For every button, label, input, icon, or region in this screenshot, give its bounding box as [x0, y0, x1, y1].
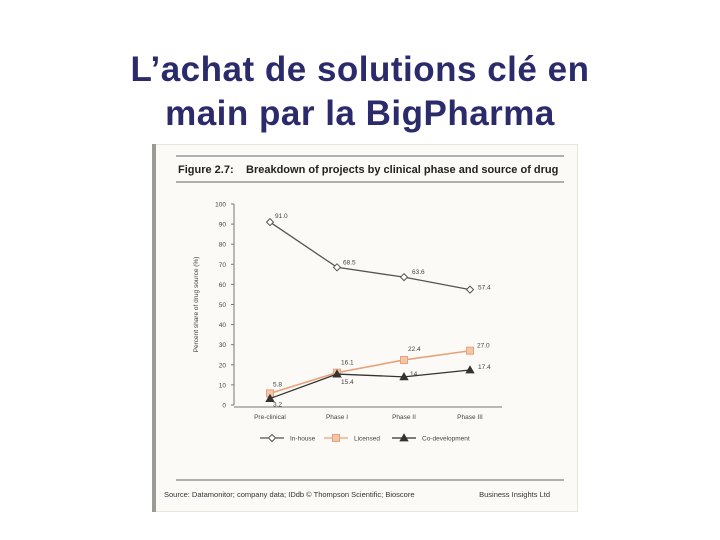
y-tick-label: 60 [218, 281, 226, 289]
y-tick-label: 50 [218, 302, 226, 309]
y-axis-title: Percent share of drug source (%) [193, 256, 200, 353]
y-tick-label: 40 [218, 322, 226, 330]
data-label-licensed: 5.8 [273, 381, 283, 389]
data-point-in-house [401, 274, 408, 281]
data-point-in-house [267, 219, 274, 226]
x-tick-label: Phase II [392, 414, 416, 421]
y-tick-label: 70 [218, 261, 226, 269]
data-label-licensed: 16.1 [341, 359, 354, 367]
data-point-licensed [333, 435, 340, 442]
data-label-in-house: 63.6 [412, 269, 425, 277]
publisher-note: Business Insights Ltd [479, 490, 550, 499]
figure-caption-label: Figure 2.7: [178, 164, 234, 176]
x-tick-label: Pre-clinical [254, 414, 286, 421]
slide-title [0, 48, 720, 136]
plot-area [193, 202, 502, 443]
data-label-in-house: 91.0 [275, 213, 288, 221]
chart-svg [152, 144, 578, 512]
y-tick-label: 20 [218, 362, 226, 370]
data-point-licensed [467, 347, 474, 354]
x-tick-label: Phase I [325, 414, 349, 421]
legend-label-co-development: Co-development [422, 435, 470, 443]
y-tick-label: 100 [215, 201, 226, 209]
legend-label-in-house: In-house [290, 435, 316, 443]
y-tick-label: 30 [218, 342, 226, 350]
data-label-co-development: 3.2 [273, 401, 283, 409]
data-point-licensed [401, 356, 408, 363]
data-label-co-development: 17.4 [478, 364, 491, 372]
data-label-licensed: 22.4 [408, 345, 421, 353]
y-tick-label: 80 [218, 241, 226, 249]
data-label-in-house: 57.4 [478, 284, 491, 292]
slide-title-line-1: L’achat de solutions clé en [130, 50, 590, 89]
data-label-co-development: 14 [410, 370, 418, 378]
figure-caption-text: Breakdown of projects by clinical phase and source of drug [246, 164, 559, 176]
y-tick-label: 90 [218, 221, 226, 229]
y-tick-label: 10 [218, 382, 226, 390]
data-point-in-house [269, 435, 276, 442]
y-tick-label: 0 [222, 402, 226, 410]
figure-frame [152, 144, 578, 512]
series-line-in-house [270, 222, 470, 290]
data-point-in-house [467, 286, 474, 293]
slide-title-line-2: main par la BigPharma [165, 94, 555, 133]
legend-label-licensed: Licensed [354, 435, 381, 443]
data-point-in-house [334, 264, 341, 271]
data-point-co-development [466, 366, 474, 373]
data-label-licensed: 27.0 [477, 342, 490, 350]
x-tick-label: Phase III [457, 414, 483, 421]
source-note: Source: Datamonitor; company data; IDdb © Thompson Scientific; Bioscore [164, 490, 415, 499]
data-label-co-development: 15.4 [341, 379, 354, 387]
data-label-in-house: 68.5 [343, 259, 356, 267]
